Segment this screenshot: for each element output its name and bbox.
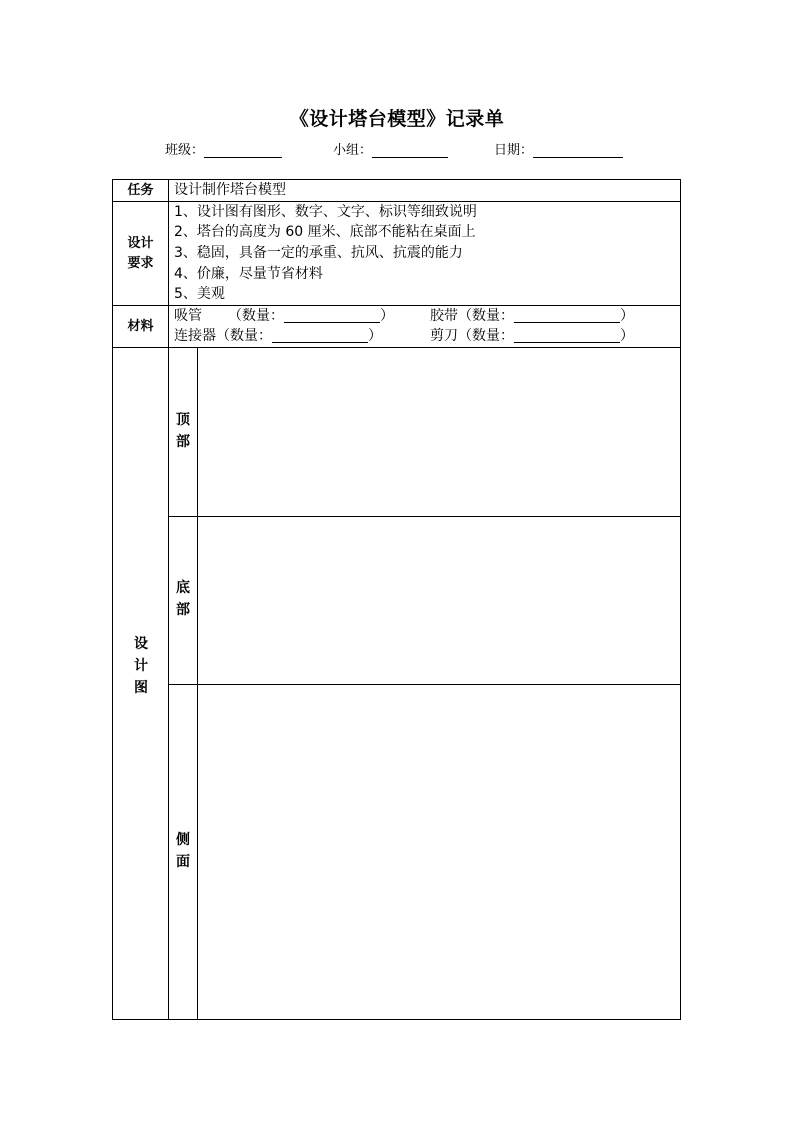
connector-close: ）: [368, 328, 382, 344]
tape-qty-blank[interactable]: [514, 308, 620, 323]
straw-label: 吸管: [174, 308, 202, 324]
scissors-label: 剪刀（数量：: [430, 328, 514, 344]
page-title: 《设计塔台模型》记录单: [289, 108, 505, 130]
bottom-view-label: [168, 577, 198, 621]
group-label: 小组：: [333, 143, 373, 158]
material-straw: [174, 306, 394, 326]
side-view-label: [168, 829, 198, 873]
requirement-item: 5、美观: [174, 286, 225, 302]
material-connector: [174, 326, 382, 346]
tape-close: ）: [620, 308, 634, 324]
requirements-label-line-2: 要求: [127, 255, 154, 271]
bottom-label-char: 底: [176, 580, 190, 596]
side-view-drawing-area[interactable]: [198, 685, 680, 1019]
requirement-item: 3、稳固，具备一定的承重、抗风、抗震的能力: [174, 245, 463, 261]
requirements-label-line-1: 设计: [127, 235, 154, 251]
material-tape: [430, 306, 634, 326]
bottom-label-char: 部: [176, 602, 190, 618]
task-label: 任务: [127, 182, 154, 198]
design-label-char: 设: [134, 636, 148, 652]
requirement-item: 1、设计图有图形、数字、文字、标识等细致说明: [174, 204, 477, 220]
side-label-char: 面: [176, 854, 190, 870]
top-view-drawing-area[interactable]: [198, 348, 680, 516]
straw-close: ）: [380, 308, 394, 324]
top-view-label: [168, 409, 198, 453]
side-label-char: 侧: [176, 832, 190, 848]
connector-qty-blank[interactable]: [272, 328, 368, 343]
scissors-close: ）: [620, 328, 634, 344]
top-label-char: 顶: [176, 412, 190, 428]
design-drawing-label: [126, 633, 156, 699]
scissors-qty-blank[interactable]: [514, 328, 620, 343]
connector-label: 连接器（数量：: [174, 328, 272, 344]
requirement-item: 2、塔台的高度为 60 厘米、底部不能粘在桌面上: [174, 224, 476, 240]
requirement-item: 4、价廉，尽量节省材料: [174, 266, 323, 282]
materials-label: 材料: [127, 318, 154, 334]
class-label: 班级：: [165, 143, 205, 158]
tape-label: 胶带（数量：: [430, 308, 514, 324]
top-label-char: 部: [176, 434, 190, 450]
straw-qty-blank[interactable]: [284, 308, 380, 323]
date-label: 日期：: [494, 143, 534, 158]
straw-qty-label: （数量：: [228, 308, 284, 324]
material-scissors: [430, 326, 634, 346]
design-label-char: 计: [134, 658, 148, 674]
task-value: 设计制作塔台模型: [174, 182, 286, 198]
bottom-view-drawing-area[interactable]: [198, 517, 680, 684]
requirements-label: [113, 202, 168, 305]
design-label-char: 图: [134, 680, 148, 696]
